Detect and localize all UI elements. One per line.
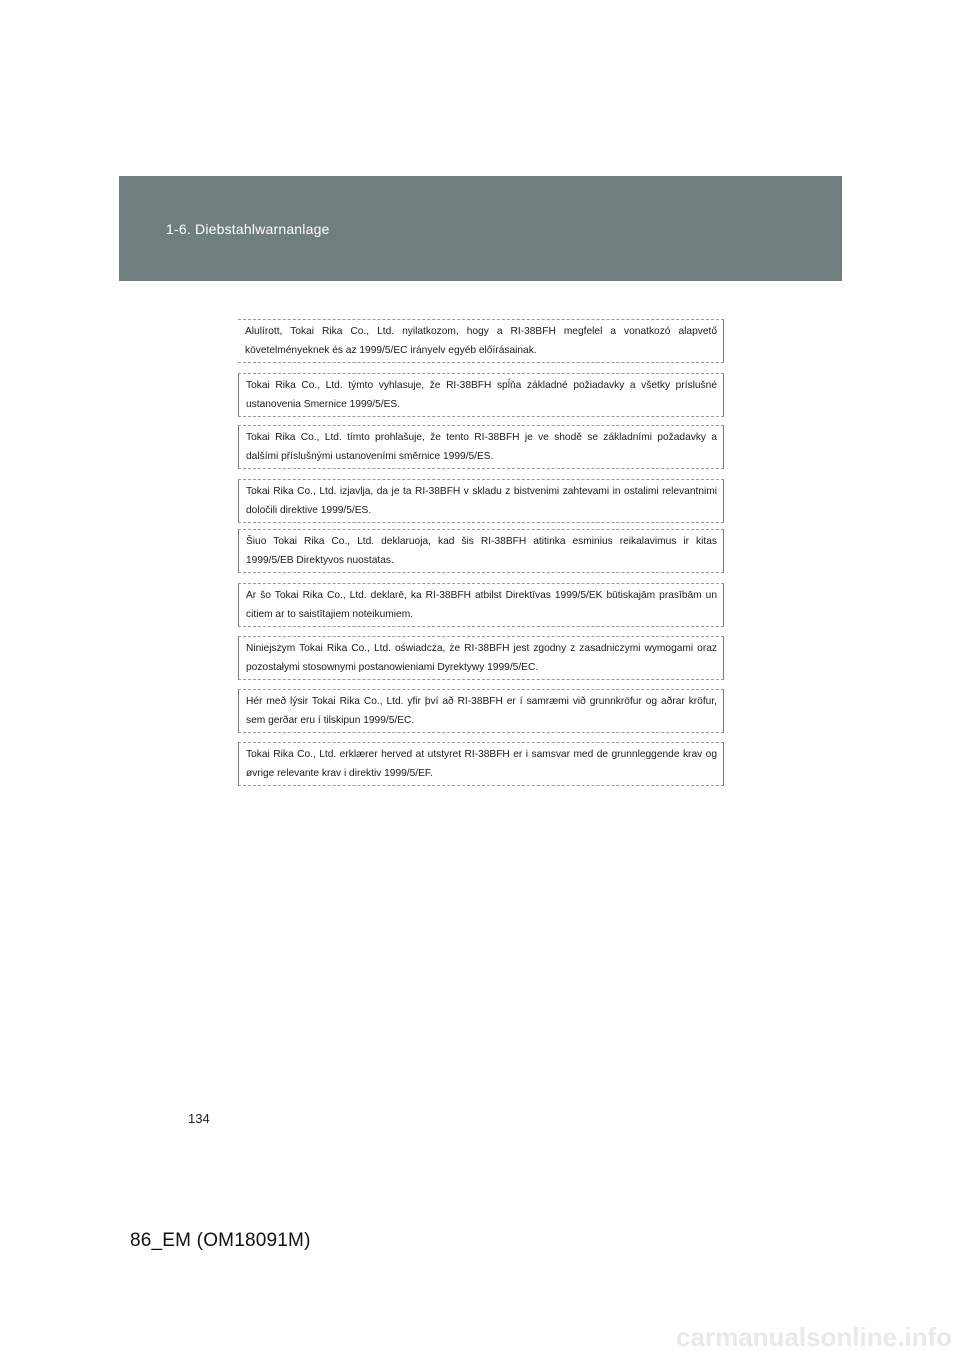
declaration-line: követelményeknek és az 1999/5/EC irányelv egyéb előírásainak. — [245, 345, 537, 356]
declaration-line: Tokai Rika Co., Ltd. izjavlja, da je ta RI-38BFH v skladu z bistvenimi zahtevami in ostalimi relevantnimi — [246, 486, 717, 497]
section-title: 1-6. Diebstahlwarnanlage — [166, 221, 330, 237]
declaration-lithuanian — [238, 529, 724, 573]
declaration-line: Tokai Rika Co., Ltd. týmto vyhlasuje, že RI-38BFH spĺňa základné požiadavky a všetky príslušné — [246, 380, 717, 391]
declaration-line: Hér með lýsir Tokai Rika Co., Ltd. yfir því að RI-38BFH er í samræmi við grunnkröfur og aðrar kröfur, — [246, 696, 717, 707]
document-code: 86_EM (OM18091M) — [130, 1230, 311, 1251]
declaration-norwegian — [238, 742, 724, 786]
declaration-slovenian — [238, 479, 724, 523]
declaration-line: določili direktive 1999/5/ES. — [246, 505, 372, 516]
declaration-line: Tokai Rika Co., Ltd. tímto prohlašuje, že tento RI-38BFH je ve shodě se základními požadavky a — [246, 432, 717, 443]
declaration-line: pozostałymi stosownymi postanowieniami Dyrektywy 1999/5/EC. — [246, 662, 539, 673]
declaration-line: dalšími příslušnými ustanoveními směrnice 1999/5/ES. — [246, 451, 494, 462]
declaration-line: Alulírott, Tokai Rika Co., Ltd. nyilatkozom, hogy a RI-38BFH megfelel a vonatkozó alapvető — [245, 326, 717, 337]
declaration-line: øvrige relevante krav i direktiv 1999/5/EF. — [246, 768, 433, 779]
page-number: 134 — [188, 1111, 210, 1126]
declaration-line: ustanovenia Smernice 1999/5/ES. — [246, 399, 401, 410]
declaration-polish — [238, 636, 724, 680]
declaration-hungarian — [238, 319, 724, 363]
site-watermark: carmanualsonline.info — [676, 1322, 952, 1352]
declaration-slovak — [238, 373, 724, 417]
declaration-line: citiem ar to saistītajiem noteikumiem. — [246, 609, 414, 620]
declaration-line: Šiuo Tokai Rika Co., Ltd. deklaruoja, kad šis RI-38BFH atitinka esminius reikalavimus ir kitas — [246, 536, 717, 547]
declaration-czech — [238, 425, 724, 469]
declaration-latvian — [238, 583, 724, 627]
chapter-header-band — [119, 176, 842, 281]
declaration-line: Tokai Rika Co., Ltd. erklærer herved at utstyret RI-38BFH er i samsvar med de grunnleggende krav og — [246, 749, 717, 760]
declaration-line: sem gerðar eru í tilskipun 1999/5/EC. — [246, 715, 415, 726]
declaration-line: Niniejszym Tokai Rika Co., Ltd. oświadcza, że RI-38BFH jest zgodny z zasadniczymi wymogami oraz — [246, 643, 717, 654]
declaration-line: 1999/5/EB Direktyvos nuostatas. — [246, 555, 394, 566]
declaration-line: Ar šo Tokai Rika Co., Ltd. deklarē, ka RI-38BFH atbilst Direktīvas 1999/5/EK būtiskajām prasībām un — [246, 590, 717, 601]
declaration-icelandic — [238, 689, 724, 733]
